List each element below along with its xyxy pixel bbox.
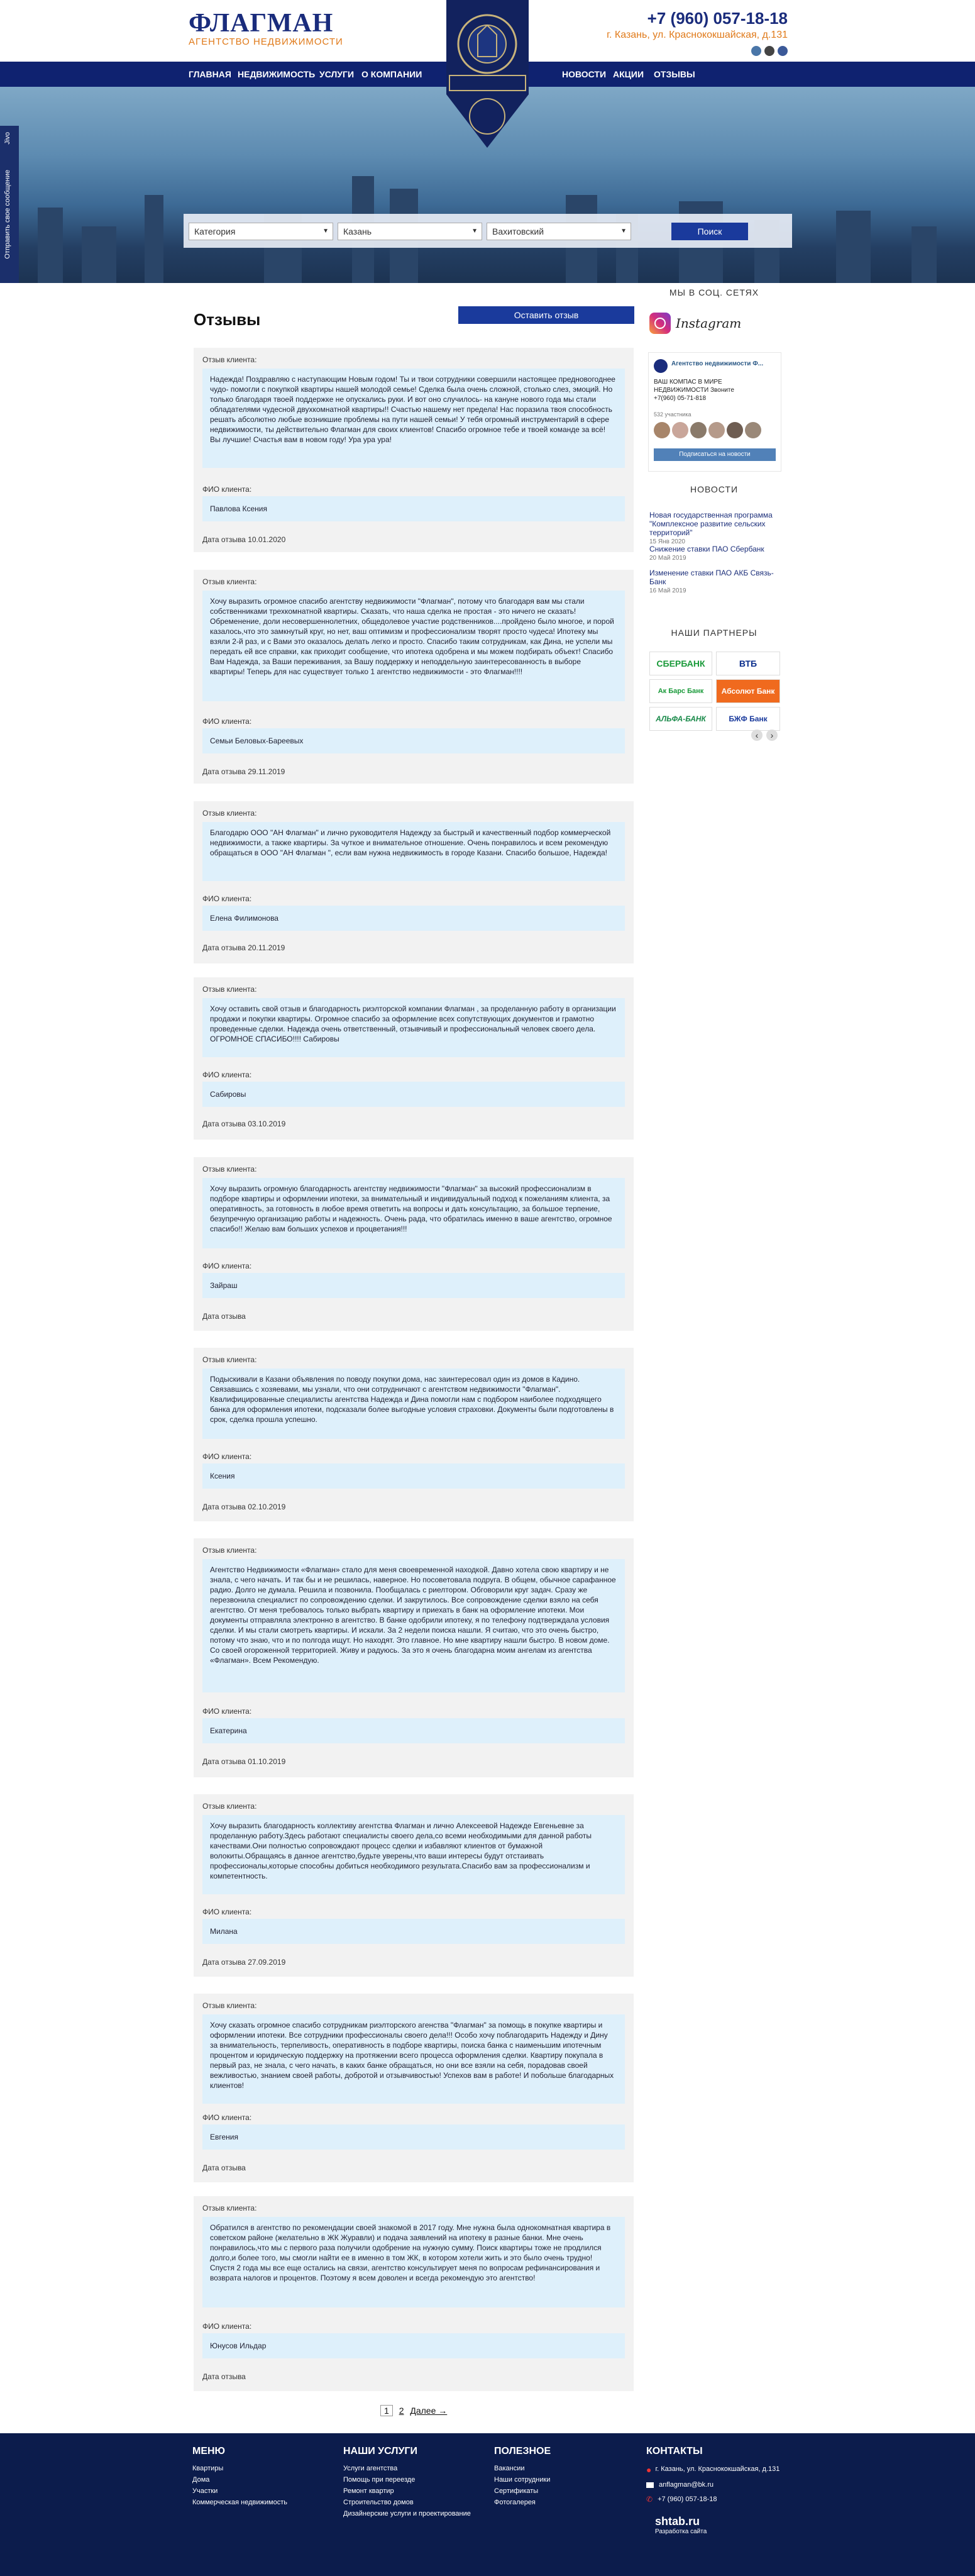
review-text: Хочу выразить огромное спасибо агентству недвижимости "Флагман", потому что благодаря вам мы стали собственниками трехкомнатной квартиры. Сказать, что наша сделка не простая - это ничего не сказать! Обременение, доли несовершеннолетних, общедолевое участие родственников....пройдено было многое, и порой казалось,что это замкнутый круг, но нет, ваш оптимизм и профессионализм творят просто чудеса! Ипотеку мы взяли 2-й раз, и с Вами это оказалось делать легко и просто. Спасибо таким сотрудникам, как Дина, не успели мы передать ей все справки, как приходит сообщение, что ипотека одобрена и мы можем подбирать объект! Спасибо Вам Надежда, за Ваши переживания, за Вашу поддержку и неподдельную заинтересованность в выборе квартиры! Теперь для нас существует только 1 агентство недвижимости - это Флагман!!!! — [202, 591, 625, 701]
jivo-label: Jivo — [4, 132, 11, 145]
partner-absolut[interactable]: Абсолют Банк — [716, 679, 780, 703]
review-date: Дата отзыва 03.10.2019 — [202, 1119, 286, 1128]
vk-widget — [648, 352, 781, 472]
facebook-icon[interactable] — [778, 46, 788, 56]
search-filter — [184, 214, 792, 248]
site-logo[interactable] — [189, 9, 343, 47]
review-date: Дата отзыва 02.10.2019 — [202, 1502, 286, 1511]
page-title: Отзывы — [194, 310, 261, 329]
member-avatar — [672, 422, 688, 438]
footer-link[interactable]: Вакансии — [494, 2465, 525, 2472]
review-label: Отзыв клиента: — [202, 1355, 257, 1364]
footer-link[interactable]: Помощь при переезде — [343, 2476, 416, 2484]
header-phone[interactable]: +7 (960) 057-18-18 — [647, 9, 788, 28]
instagram-link[interactable] — [649, 313, 741, 334]
review-text: Агентство Недвижимости «Флагман» стало для меня своевременной находкой. Давно хотела свою квартиру и не знала, с чего начать. И так бы и не решилась, наверное. Но посоветовала подруга. В общем, обычное сарафанное радио. Долго не думала. Решила и позвонила. Пообщалась с риелтором. Обговорили круг задач. Сразу же перезвонила специалист по сопровождению сделки. И закрутилось. Все сопровождение сделки взяло на себя агентство. От меня требовалось только выбрать квартиру и приехать в банк на оформление ипотеки. Мои документы отправляла электронно в агентство. В банке одобрили ипотеку, я по телефону подтверждала условия сделки. И мы стали смотреть квартиры. И искали. За 2 недели поиска нашли. Я считаю, что это очень быстро, потому что знаю, что и по полгода ищут. Но находят. Это главное. Но мне квартиру нашли быстро. В новом доме. Со своей огороженной территорией. Живу и радуюсь. За это я очень благодарна моим ангелам из агентства «Флагман». Всем Рекомендую. — [202, 1559, 625, 1692]
partners-title: НАШИ ПАРТНЕРЫ — [671, 628, 757, 638]
jivo-chat-tab[interactable] — [0, 126, 19, 283]
partner-alfabank[interactable]: АЛЬФА-БАНК — [649, 707, 712, 731]
review-label: Отзыв клиента: — [202, 985, 257, 994]
client-name: Сабировы — [202, 1082, 625, 1107]
footer-link[interactable]: Сертификаты — [494, 2487, 539, 2495]
header-contacts — [607, 9, 788, 56]
footer-phone-row — [646, 2495, 785, 2504]
client-name-label: ФИО клиента: — [202, 2322, 252, 2331]
member-avatar — [690, 422, 707, 438]
review-text: Хочу сказать огромное спасибо сотрудникам риэлторского агенства "Флагман" за помощь в покупке квартиры и оформлении ипотеки. Все сотрудники профессионалы своего дела!!! Особо хочу поблагодарить Надежду и Дину за внимательность, терпеливость, оперативность в подборе квартиры, поиска банка с наименьшим ипотечным процентом и юридическую поддержку на протяжении всего процесса оформления сделки. Квартиру покупала в первый раз, не знала, с чего начать, в каких банке обращаться, но они все взяли на себя, порадовав своей вежливостью, знанием своей работы, добротой и отзывчивостью! Успехов вам в работе! И побольше благодарных клиентов! — [202, 2014, 625, 2104]
partner-akbars[interactable]: Ак Барс Банк — [649, 679, 712, 703]
vk-icon[interactable] — [751, 46, 761, 56]
review-date: Дата отзыва 10.01.2020 — [202, 535, 286, 544]
footer-menu-title: МЕНЮ — [192, 2446, 226, 2457]
footer-useful — [494, 2446, 551, 2510]
instagram-icon — [649, 313, 671, 334]
member-avatar — [745, 422, 761, 438]
chevron-down-icon: ▼ — [620, 228, 627, 235]
mail-icon — [646, 2482, 654, 2488]
city-select[interactable] — [338, 223, 482, 240]
client-name-label: ФИО клиента: — [202, 1707, 252, 1716]
map-pin-icon: ● — [646, 2465, 652, 2475]
footer-link[interactable]: Квартиры — [192, 2465, 224, 2472]
news-title-link[interactable]: Новая государственная программа "Комплексное развитие сельских территорий" — [649, 511, 773, 537]
review-card — [194, 1794, 634, 1977]
page-2[interactable]: 2 — [399, 2406, 404, 2416]
client-name-label: ФИО клиента: — [202, 2113, 252, 2122]
instagram-label: Instagram — [676, 316, 742, 331]
client-name: Ксения — [202, 1463, 625, 1489]
news-title-link[interactable]: Изменение ставки ПАО АКБ Связь-Банк — [649, 569, 774, 586]
footer-contacts-title: КОНТАКТЫ — [646, 2446, 703, 2457]
category-select[interactable] — [189, 223, 333, 240]
header-address: г. Казань, ул. Краснококшайская, д.131 — [607, 30, 788, 40]
chevron-down-icon: ▼ — [471, 228, 478, 235]
footer-link[interactable]: Участки — [192, 2487, 218, 2495]
footer-email[interactable]: anflagman@bk.ru — [659, 2481, 713, 2489]
footer-address-row — [646, 2465, 785, 2475]
review-card — [194, 2196, 634, 2391]
footer-services — [343, 2446, 471, 2521]
news-title-link[interactable]: Снижение ставки ПАО Сбербанк — [649, 545, 764, 553]
search-button[interactable]: Поиск — [671, 223, 748, 240]
building-shape — [836, 211, 871, 283]
client-name: Зайраш — [202, 1273, 625, 1298]
emblem-logo[interactable] — [434, 0, 541, 151]
client-name: Павлова Ксения — [202, 496, 625, 521]
pagination — [380, 2405, 451, 2416]
review-label: Отзыв клиента: — [202, 2204, 257, 2212]
review-card — [194, 977, 634, 1140]
developer-credit[interactable] — [655, 2515, 785, 2535]
review-text: Хочу оставить свой отзыв и благодарность риэлторской компании Флагман , за проделанную работу в организации продажи и покупки квартиры. Огромное спасибо за оформление всех сопутствующих документов и грамотно проведенные сделки. Надежда очень ответственный, отзывчивый и профессиональный человек своего дела. ОГРОМНОЕ СПАСИБО!!!! Сабировы — [202, 998, 625, 1057]
review-label: Отзыв клиента: — [202, 577, 257, 586]
building-shape — [82, 226, 116, 283]
district-select[interactable] — [487, 223, 631, 240]
nav-services[interactable]: УСЛУГИ — [319, 69, 355, 79]
review-label: Отзыв клиента: — [202, 2001, 257, 2010]
review-label: Отзыв клиента: — [202, 355, 257, 364]
news-date: 15 Янв 2020 — [649, 538, 685, 545]
footer-email-row — [646, 2481, 785, 2489]
client-name: Евгения — [202, 2124, 625, 2150]
review-label: Отзыв клиента: — [202, 1165, 257, 1174]
building-shape — [145, 195, 163, 283]
footer-services-title: НАШИ УСЛУГИ — [343, 2446, 417, 2457]
review-card — [194, 1157, 634, 1331]
review-date: Дата отзыва — [202, 2372, 246, 2381]
review-date: Дата отзыва 27.09.2019 — [202, 1958, 286, 1967]
review-card — [194, 1994, 634, 2182]
footer — [0, 2433, 975, 2576]
review-card — [194, 801, 634, 963]
developer-text: Разработка сайта — [655, 2528, 707, 2535]
client-name: Семьи Беловых-Бареевых — [202, 728, 625, 753]
review-text: Надежда! Поздравляю с наступающим Новым годом! Ты и твои сотрудники совершили настоящее предновогоднее чудо- помогли с покупкой квартиры нашей молодой семье! Сделка была очень сложной, столько слез, эмоций. Но только благодаря твоей поддержке не опускались руки. И вот оно случилось- на кануне нового года мы стали обладателями чудесной двухкомнатной квартиры!! Счастью нашему нет предела! Нас поразила твоя способность решать абсолютно любые возникшие проблемы на пути нашей семьи! У тебя огромный инструментарий в сфере недвижимости, ты действительно Флагман для своих клиентов! Спасибо огромное тебе и твоей команде за всё! Вы лучшие! Счастья вам в новом году! Ура ура ура! — [202, 369, 625, 468]
nav-about[interactable]: О КОМПАНИИ — [361, 69, 422, 79]
review-date: Дата отзыва — [202, 2163, 246, 2172]
widget-count: 532 участника — [654, 411, 691, 418]
review-card — [194, 1348, 634, 1521]
footer-address: г. Казань, ул. Краснококшайская, д.131 — [655, 2465, 780, 2473]
client-name-label: ФИО клиента: — [202, 1452, 252, 1461]
review-card — [194, 348, 634, 552]
news-date: 20 Май 2019 — [649, 555, 686, 562]
partner-sberbank[interactable]: СБЕРБАНК — [649, 652, 712, 675]
logo-subtitle: АГЕНТСТВО НЕДВИЖИМОСТИ — [189, 36, 343, 47]
district-value: Вахитовский — [492, 226, 544, 236]
review-label: Отзыв клиента: — [202, 809, 257, 818]
review-text: Хочу выразить благодарность коллективу агентства Флагман и лично Алексеевой Надежде Евгеньевне за проделанную работу.Здесь работают специалисты своего дела,со всеми необходимыми для данной работы качествами.Они полностью сопровождают процесс сделки и избавляют клиентов от бумажной волокиты.Обращаясь в данное агентство,будьте уверены,что ваши интересы будут отстаивать профессионалы,которые способны добиться необходимого результата.Спасибо вам за профессионализм и компетентность. — [202, 1815, 625, 1894]
next-page-link[interactable]: Далее → — [410, 2406, 448, 2416]
nav-reviews[interactable]: ОТЗЫВЫ — [654, 69, 695, 79]
widget-members — [654, 422, 761, 438]
city-value: Казань — [343, 226, 372, 236]
footer-link[interactable]: Дома — [192, 2476, 210, 2484]
developer-logo: shtab.ru — [655, 2515, 700, 2528]
news-item[interactable] — [649, 569, 779, 594]
client-name-label: ФИО клиента: — [202, 1070, 252, 1079]
category-value: Категория — [194, 226, 236, 236]
review-card — [194, 570, 634, 784]
social-title: МЫ В СОЦ. СЕТЯХ — [669, 287, 759, 297]
partner-vtb[interactable]: ВТБ — [716, 652, 780, 675]
news-date: 16 Май 2019 — [649, 587, 686, 594]
client-name-label: ФИО клиента: — [202, 1262, 252, 1270]
footer-useful-title: ПОЛЕЗНОЕ — [494, 2446, 551, 2457]
widget-group-name[interactable]: Агентство недвижимости Ф... — [671, 360, 764, 367]
footer-menu — [192, 2446, 287, 2510]
building-shape — [912, 226, 937, 283]
leave-review-button[interactable]: Оставить отзыв — [458, 306, 634, 324]
jivo-message-label: Отправить свое сообщение — [4, 170, 11, 259]
member-avatar — [727, 422, 743, 438]
subscribe-button[interactable]: Подписаться на новости — [654, 448, 776, 461]
footer-link[interactable]: Ремонт квартир — [343, 2487, 394, 2495]
review-date: Дата отзыва 01.10.2019 — [202, 1757, 286, 1766]
logo-name: ФЛАГМАН — [189, 9, 334, 38]
carousel-prev-button[interactable]: ‹ — [751, 730, 763, 741]
footer-link[interactable]: Строительство домов — [343, 2499, 414, 2506]
client-name-label: ФИО клиента: — [202, 485, 252, 494]
chevron-down-icon: ▼ — [322, 228, 329, 235]
group-avatar — [654, 359, 668, 373]
review-text: Подыскивали в Казани объявления по поводу покупки дома, нас заинтересовал один из домов в Кадино. Связавшись с хозяевами, мы узнали, что они сотрудничают с агентством недвижимости "Флагман". Квалифицированные специалисты агентства Надежда и Дина помогли нам с подбором наиболее подходящего банка для оформления ипотеки, подсказали более выгодные условия страховки. Документы были подготовлены в срок, сделка прошла успешно. — [202, 1368, 625, 1439]
member-avatar — [708, 422, 725, 438]
review-date: Дата отзыва — [202, 1312, 246, 1321]
nav-realty[interactable]: НЕДВИЖИМОСТЬ — [238, 69, 316, 79]
footer-link[interactable]: Фотогалерея — [494, 2499, 536, 2506]
nav-news[interactable]: НОВОСТИ — [562, 69, 607, 79]
client-name: Милана — [202, 1919, 625, 1944]
client-name-label: ФИО клиента: — [202, 717, 252, 726]
review-date: Дата отзыва 29.11.2019 — [202, 767, 285, 776]
carousel-next-button[interactable]: › — [766, 730, 778, 741]
footer-link[interactable]: Наши сотрудники — [494, 2476, 551, 2484]
client-name: Юнусов Ильдар — [202, 2333, 625, 2358]
page-1[interactable]: 1 — [380, 2405, 393, 2416]
instagram-icon[interactable] — [764, 46, 774, 56]
client-name-label: ФИО клиента: — [202, 894, 252, 903]
social-icons — [607, 46, 788, 56]
footer-phone[interactable]: +7 (960) 057-18-18 — [658, 2496, 717, 2503]
review-text: Хочу выразить огромную благодарность агентству недвижимости "Флагман" за высокий профессионализм в подборе квартиры и оформлении ипотеки, за внимательный и индивидуальный подход к пожеланиям клиента, за оперативность, за готовность в любое время ответить на вопросы и дать консультацию, за большое терпение, безупречную организацию работы и надежность. Очень рада, что обратилась именно в ваше агентство, огромное спасибо!! Желаю вам больших успехов и процветания!!! — [202, 1178, 625, 1248]
review-date: Дата отзыва 20.11.2019 — [202, 943, 285, 952]
client-name-label: ФИО клиента: — [202, 1907, 252, 1916]
review-text: Благодарю ООО "АН Флагман" и лично руководителя Надежду за быстрый и качественный подбор коммерческой недвижимости, а также квартиры. За чуткое и внимательное отношение. Очень понравилось и всем рекомендую обращаться в ООО "АН Флагман ", если вам нужна недвижимость в городе Казани. Спасибо большое, Надежда! — [202, 822, 625, 881]
footer-contacts — [646, 2446, 785, 2535]
review-text: Обратился в агентство по рекомендации своей знакомой в 2017 году. Мне нужна была однокомнатная квартира в советском районе (желательно в ЖК Журавли) и подача заявлений на ипотеку в разные банки. Мне очень понравилось,что мы с первого раза получили одобрение на нужную сумму. Поиск квартиры тоже не продлился долго,и более того, мы смогли найти ее в именно в том ЖК, в котором хотели жить и это было очень трудно! Спустя 2 года мы все еще остались на связи, агентство консультирует меня по вопросам рефинансирования и возврата налогов и процентов. Поэтому я всем доволен и всегда рекомендую это агентство! — [202, 2217, 625, 2307]
footer-link[interactable]: Услуги агентства — [343, 2465, 398, 2472]
client-name: Екатерина — [202, 1718, 625, 1743]
news-item[interactable] — [649, 511, 779, 545]
nav-home[interactable]: ГЛАВНАЯ — [189, 69, 231, 79]
widget-text: ВАШ КОМПАС В МИРЕ НЕДВИЖИМОСТИ Звоните +7(960) 05-71-818 — [654, 379, 734, 402]
review-card — [194, 1538, 634, 1777]
partner-bzhf[interactable]: БЖФ Банк — [716, 707, 780, 731]
footer-link[interactable]: Дизайнерские услуги и проектирование — [343, 2510, 471, 2518]
building-shape — [38, 208, 63, 283]
nav-promo[interactable]: АКЦИИ — [613, 69, 644, 79]
client-name: Елена Филимонова — [202, 906, 625, 931]
footer-link[interactable]: Коммерческая недвижимость — [192, 2499, 287, 2506]
review-label: Отзыв клиента: — [202, 1802, 257, 1811]
review-label: Отзыв клиента: — [202, 1546, 257, 1555]
news-title: НОВОСТИ — [690, 484, 739, 494]
member-avatar — [654, 422, 670, 438]
phone-icon: ✆ — [646, 2495, 653, 2504]
news-item[interactable] — [649, 545, 779, 562]
